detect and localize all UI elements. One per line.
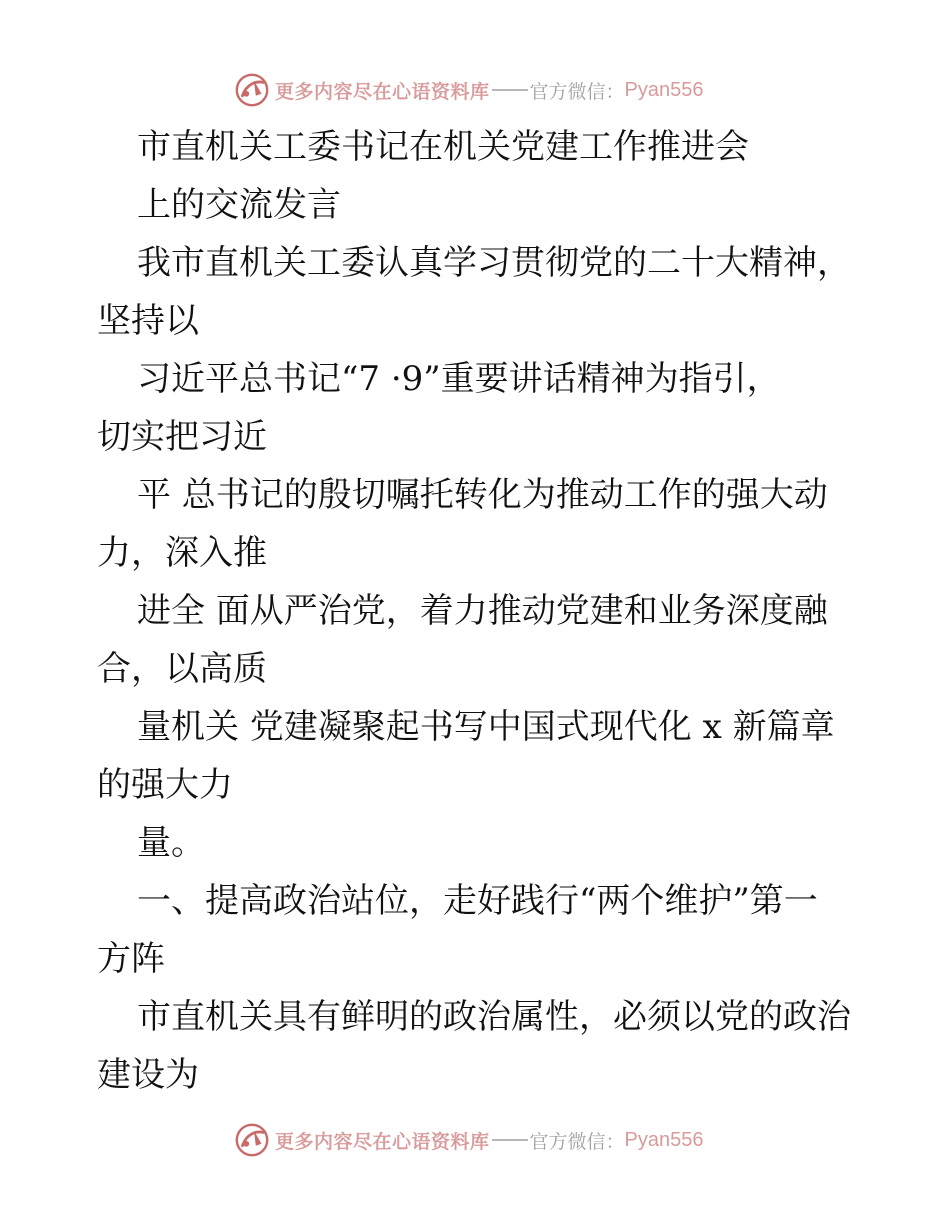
text-line: 建设为 <box>97 1055 199 1095</box>
watermark-wechat-label: 官方微信： <box>529 1130 625 1153</box>
text-line: 力，深入推 <box>97 533 267 573</box>
text-line: 量。 <box>137 823 205 863</box>
section-heading-line: 方阵 <box>97 939 165 979</box>
text-line: 市直机关具有鲜明的政治属性，必须以党的政治 <box>137 997 851 1037</box>
watermark-wechat-label: 官方微信： <box>529 80 625 103</box>
text-line: 进全 面从严治党，着力推动党建和业务深度融 <box>137 591 828 631</box>
title-line-1: 市直机关工委书记在机关党建工作推进会 <box>137 127 749 167</box>
watermark-banner-top <box>233 70 704 110</box>
text-line: 我市直机关工委认真学习贯彻党的二十大精神， <box>137 243 851 283</box>
document-body <box>97 118 877 1104</box>
seal-logo-icon <box>233 71 271 109</box>
watermark-dash <box>492 1139 528 1141</box>
text-line: 坚持以 <box>97 301 199 341</box>
title-line-2: 上的交流发言 <box>137 185 341 225</box>
text-line: 习近平总书记“7 ·9”重要讲话精神为指引， <box>137 359 781 399</box>
seal-logo-icon <box>233 1121 271 1159</box>
watermark-wechat-id: Pyan556 <box>624 78 704 101</box>
watermark-wechat-id: Pyan556 <box>624 1128 704 1151</box>
watermark-text: 更多内容尽在心语资料库 <box>275 80 490 103</box>
text-line: 量机关 党建凝聚起书写中国式现代化 x 新篇章 <box>137 707 835 747</box>
watermark-dash <box>492 89 528 91</box>
text-line: 平 总书记的殷切嘱托转化为推动工作的强大动 <box>137 475 828 515</box>
text-line: 切实把习近 <box>97 417 267 457</box>
text-line: 合，以高质 <box>97 649 267 689</box>
section-heading-line: 一、提高政治站位，走好践行“两个维护”第一 <box>137 881 818 921</box>
watermark-text: 更多内容尽在心语资料库 <box>275 1130 490 1153</box>
text-line: 的强大力 <box>97 765 233 805</box>
watermark-banner-bottom <box>233 1120 704 1160</box>
